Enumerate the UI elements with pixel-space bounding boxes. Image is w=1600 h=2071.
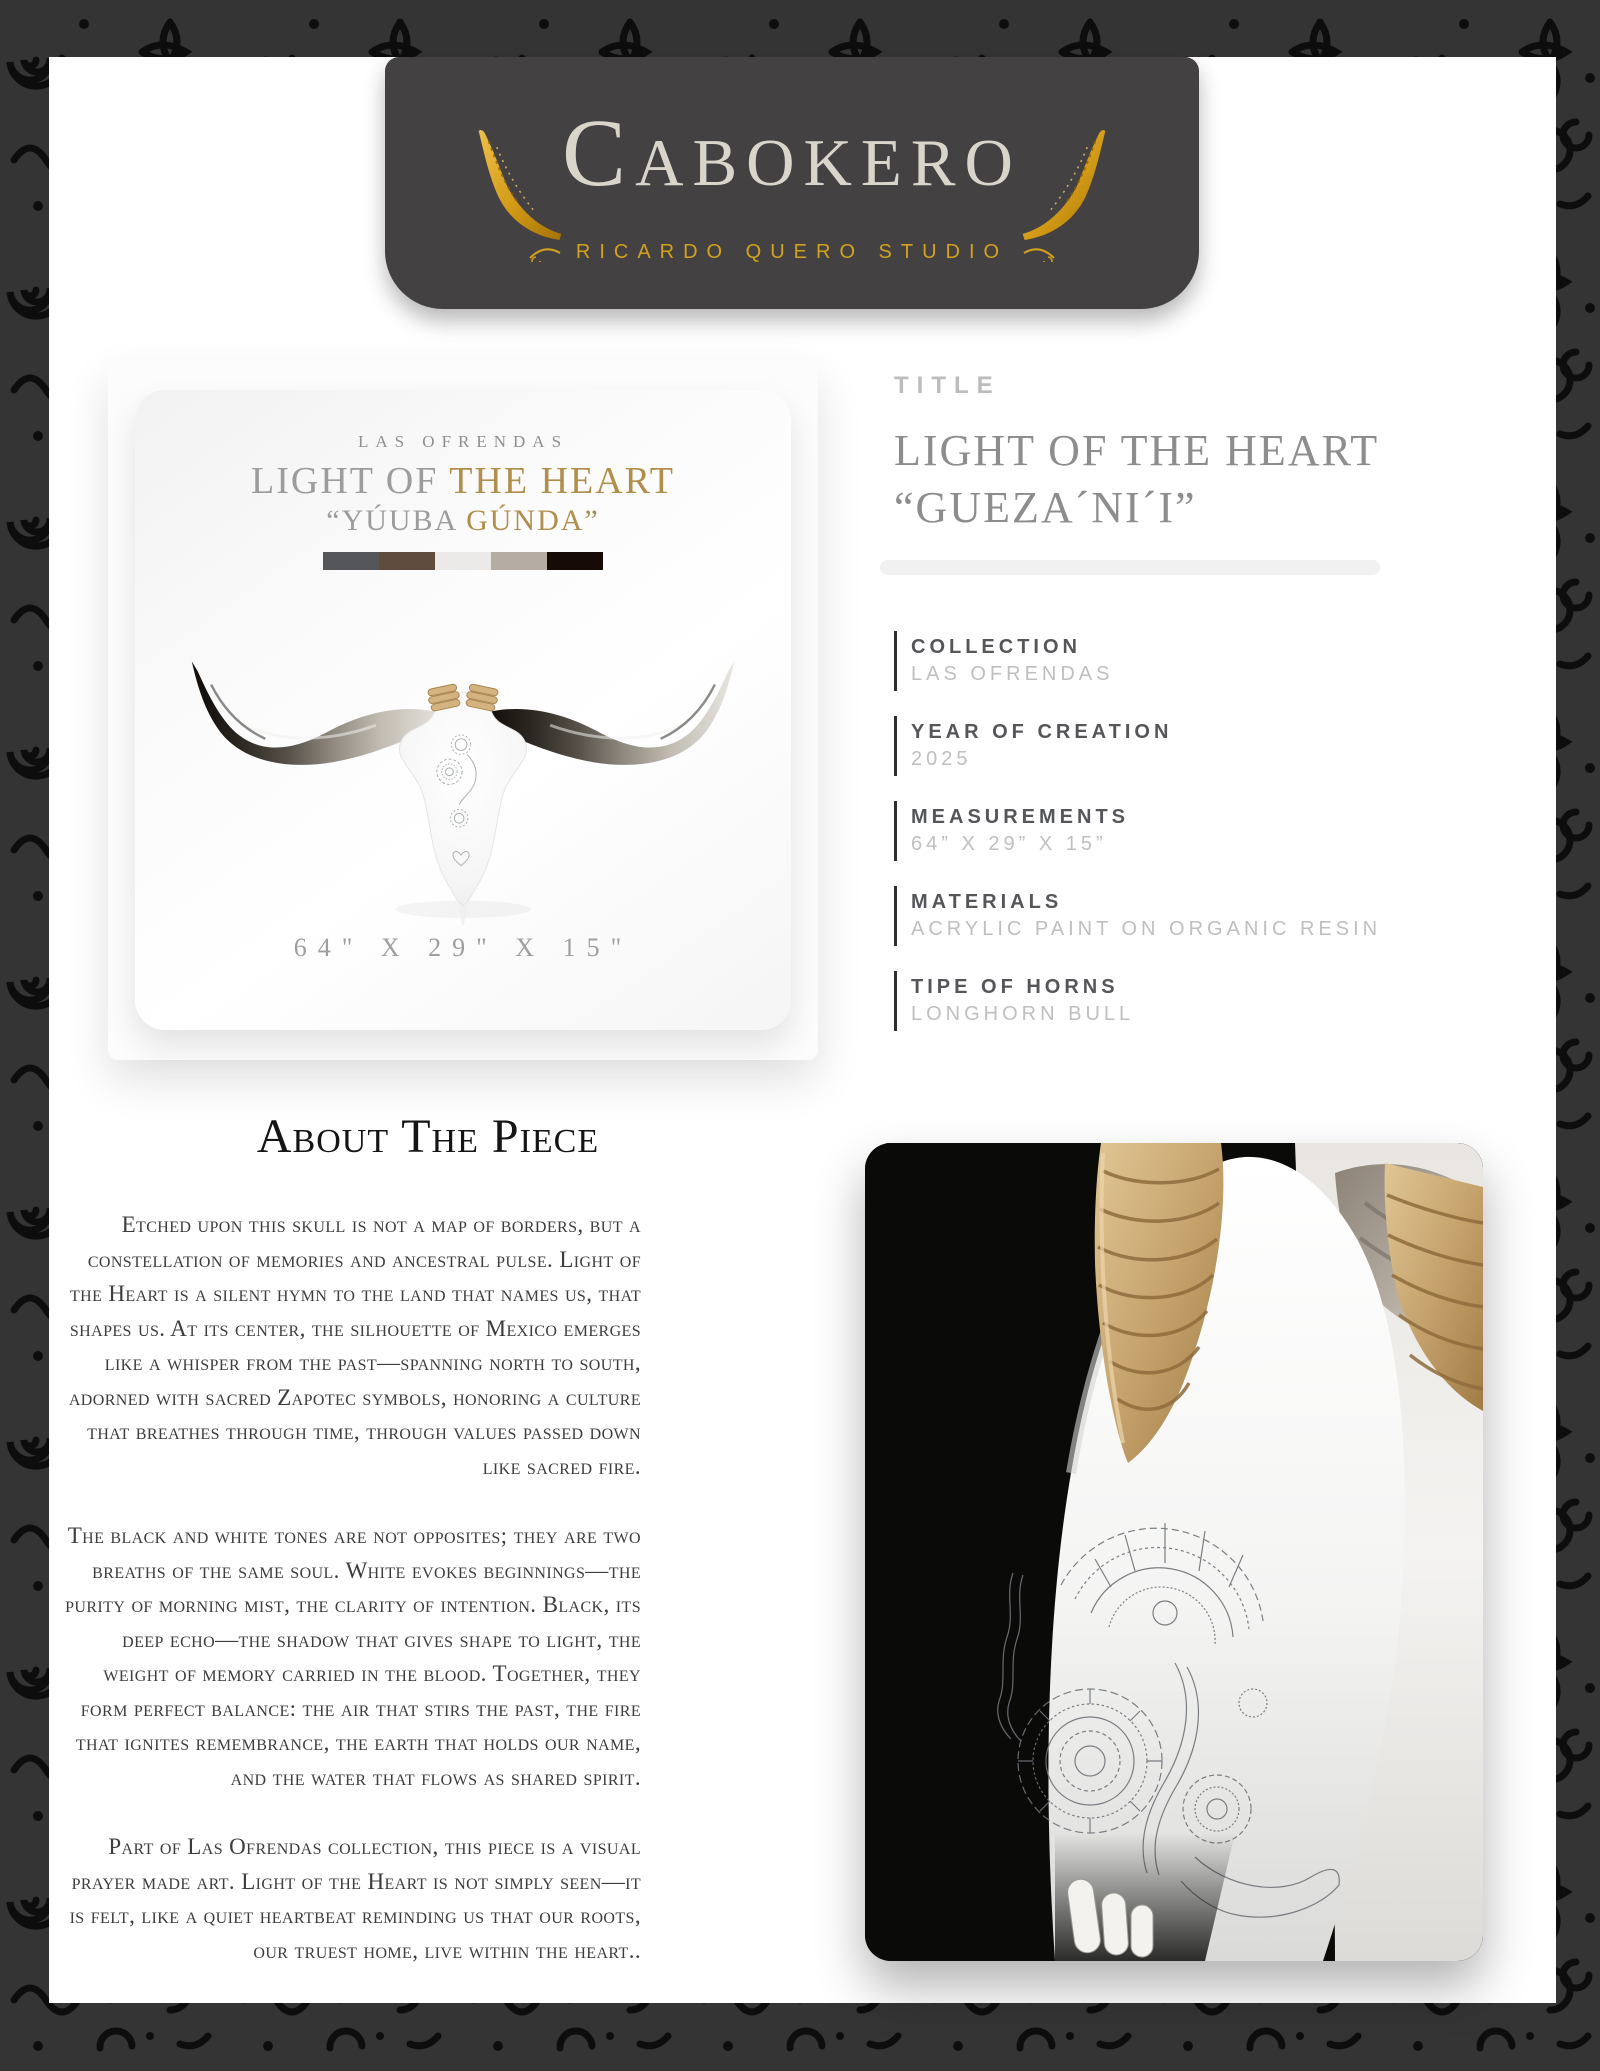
- longhorn-skull-front-image: [153, 578, 773, 927]
- artwork-details-list: [894, 631, 1444, 1031]
- artwork-title: [894, 422, 1444, 536]
- card-collection-label: LAS OFRENDAS: [357, 432, 569, 451]
- artwork-card-panel: [135, 390, 791, 1030]
- palette-swatch: [435, 552, 491, 570]
- card-native-title: [326, 504, 599, 538]
- detail-value: LONGHORN BULL: [911, 1003, 1135, 1025]
- skull-etching-detail-image: [865, 1143, 1483, 1961]
- brand-logo: [385, 83, 1199, 233]
- detail-row-year: [894, 716, 1444, 776]
- detail-row-horn-type: [894, 971, 1444, 1031]
- card-native-gold: GÚNDA”: [466, 503, 600, 537]
- gold-flourish-right-icon: [1022, 244, 1056, 262]
- detail-value: ACRYLIC PAINT ON ORGANIC RESIN: [911, 918, 1382, 940]
- about-heading: About The Piece: [256, 1110, 600, 1163]
- title-label: TITLE: [894, 372, 1001, 399]
- flyer-page: [49, 57, 1556, 2003]
- gold-flourish-left-icon: [528, 244, 562, 262]
- card-dimensions: 64" X 29" X 15": [293, 932, 633, 962]
- title-divider: [880, 560, 1380, 575]
- brand-name: Cabokero: [562, 99, 1022, 206]
- card-title-gold: THE HEART: [449, 460, 675, 502]
- card-title-silver: LIGHT OF: [251, 460, 450, 502]
- detail-label: COLLECTION: [911, 636, 1081, 658]
- detail-label: YEAR OF CREATION: [911, 721, 1173, 743]
- palette-swatch: [491, 552, 547, 570]
- about-paragraph-3: Part of Las Ofrendas collection, this piece is a visual prayer made art. Light of the Heart is not simply seen—it is felt, like a quiet heartbeat reminding us that our roots, our truest home, live within the heart..: [69, 1834, 641, 1963]
- gold-horn-left-icon: [474, 127, 566, 243]
- about-paragraph-2: The black and white tones are not opposites; they are two breaths of the same soul. White evokes beginnings—the purity of morning mist, the clarity of intention. Black, its deep echo—the shadow that gives shape to light, the weight of memory carried in the blood. Together, they form perfect balance: the air that stirs the past, the fire that ignites remembrance, the earth that holds our name, and the water that flows as shared spirit.: [65, 1523, 641, 1790]
- artwork-card: [108, 360, 818, 1060]
- about-paragraph-1: Etched upon this skull is not a map of borders, but a constellation of memories and ancestral pulse. Light of the Heart is a silent hymn to the land that names us, that shapes us. At its center, the silhouette of Mexico emerges like a whisper from the past—spanning north to south, adorned with sacred Zapotec symbols, honoring a culture that breathes through time, through values passed down like sacred fire.: [68, 1212, 641, 1479]
- detail-row-collection: [894, 631, 1444, 691]
- detail-row-measurements: [894, 801, 1444, 861]
- studio-subtitle-row: [385, 241, 1199, 264]
- brand-header: [385, 57, 1199, 309]
- artwork-title-line1: LIGHT OF THE HEART: [894, 426, 1380, 475]
- palette-swatch: [379, 552, 435, 570]
- color-palette: [323, 552, 603, 570]
- card-native-silver: “YÚUBA: [326, 503, 467, 537]
- detail-value: 2025: [911, 748, 972, 770]
- gold-horn-right-icon: [1018, 127, 1110, 243]
- palette-swatch: [323, 552, 379, 570]
- card-title: [251, 462, 675, 502]
- detail-row-materials: [894, 886, 1444, 946]
- detail-value: 64” X 29” X 15”: [911, 833, 1107, 855]
- detail-label: MEASUREMENTS: [911, 806, 1130, 828]
- detail-label: TIPE OF HORNS: [911, 976, 1119, 998]
- title-block: [894, 372, 1444, 1056]
- artwork-title-line2: “GUEZA´NI´I”: [894, 483, 1197, 532]
- detail-label: MATERIALS: [911, 891, 1063, 913]
- studio-name: RICARDO QUERO STUDIO: [575, 241, 1009, 263]
- detail-value: LAS OFRENDAS: [911, 663, 1114, 685]
- palette-swatch: [547, 552, 603, 570]
- about-section: [65, 1109, 641, 1968]
